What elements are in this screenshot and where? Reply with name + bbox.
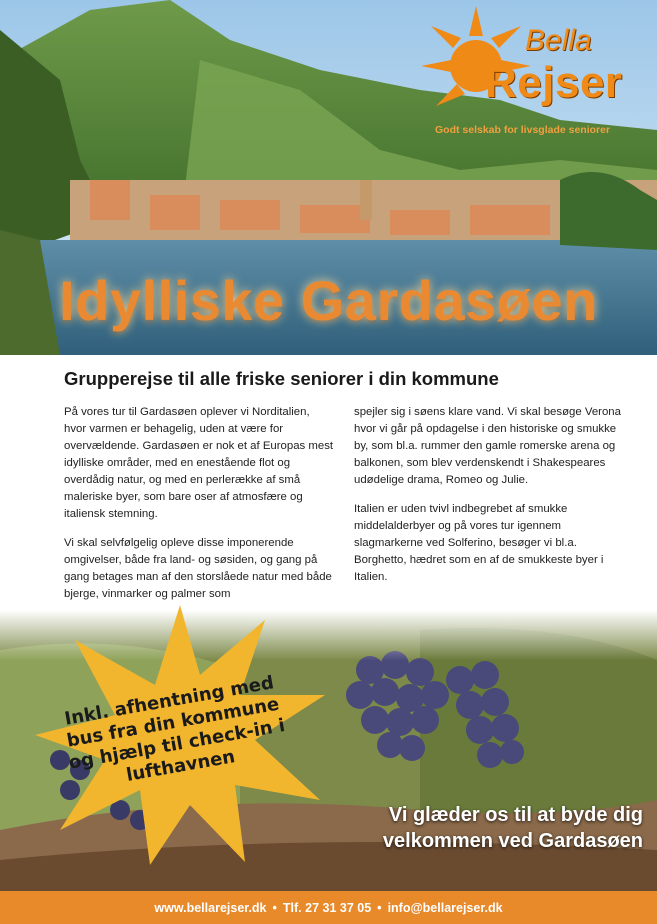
welcome-message: Vi glæder os til at byde dig velkommen ved Gardasøen	[382, 804, 643, 852]
hero-title: Idylliske Gardasøen	[59, 269, 598, 332]
brand-tagline: Godt selskab for livsglade seniorer	[435, 124, 611, 136]
phone-number[interactable]: Tlf. 27 31 37 05	[282, 900, 372, 915]
article-headline: Grupperejse til alle friske seniorer i din kommune	[64, 368, 499, 389]
article-column-right	[354, 404, 624, 615]
paragraph: På vores tur til Gardasøen oplever vi Norditalien, hvor varmen er behagelig, uden at være for overvældende. Gardasøen er nok et af Europas mest idylliske områder, med en enestående flot og overdådig natur, og med en perlerække af små maleriske byer, som bare oser af atmosfære og italiensk stemning.	[64, 406, 334, 520]
separator: •	[377, 900, 382, 915]
paragraph: spejler sig i søens klare vand. Vi skal besøge Verona hvor vi går på opdagelse i den historiske og smukke by, som bl.a. rummer den gamle romerske arena og balkonen, som blev verdenskendt i Shakespeares udødelige drama, Romeo og Julie.	[354, 406, 621, 486]
separator: •	[272, 900, 277, 915]
paragraph: Vi skal selvfølgelig opleve disse imponerende omgivelser, både fra land- og søsiden, og gang på gang betages man af den storslåede natur med både bjerge, vinmarker og palmer som	[64, 537, 332, 600]
footer-contact-bar	[0, 891, 657, 924]
paragraph: Italien er uden tvivl indbegrebet af smukke middelalderbyer og på vores tur igennem slagmarkerne ved Solferino, besøger vi bl.a. Borghetto, hædret som en af de smukkeste byer i Italien.	[354, 503, 604, 583]
email-link[interactable]: info@bellarejser.dk	[387, 900, 503, 915]
bella-rejser-logo	[421, 6, 639, 146]
pickup-offer-text: Inkl. afhentning med bus fra din kommune og hjælp til check-in i lufthavnen	[62, 672, 287, 786]
brand-name-bella: Bella	[525, 24, 592, 57]
article-column-left	[64, 404, 334, 615]
article	[64, 368, 624, 615]
brand-name-rejser: Rejser	[485, 58, 623, 107]
website-link[interactable]: www.bellarejser.dk	[154, 900, 267, 915]
